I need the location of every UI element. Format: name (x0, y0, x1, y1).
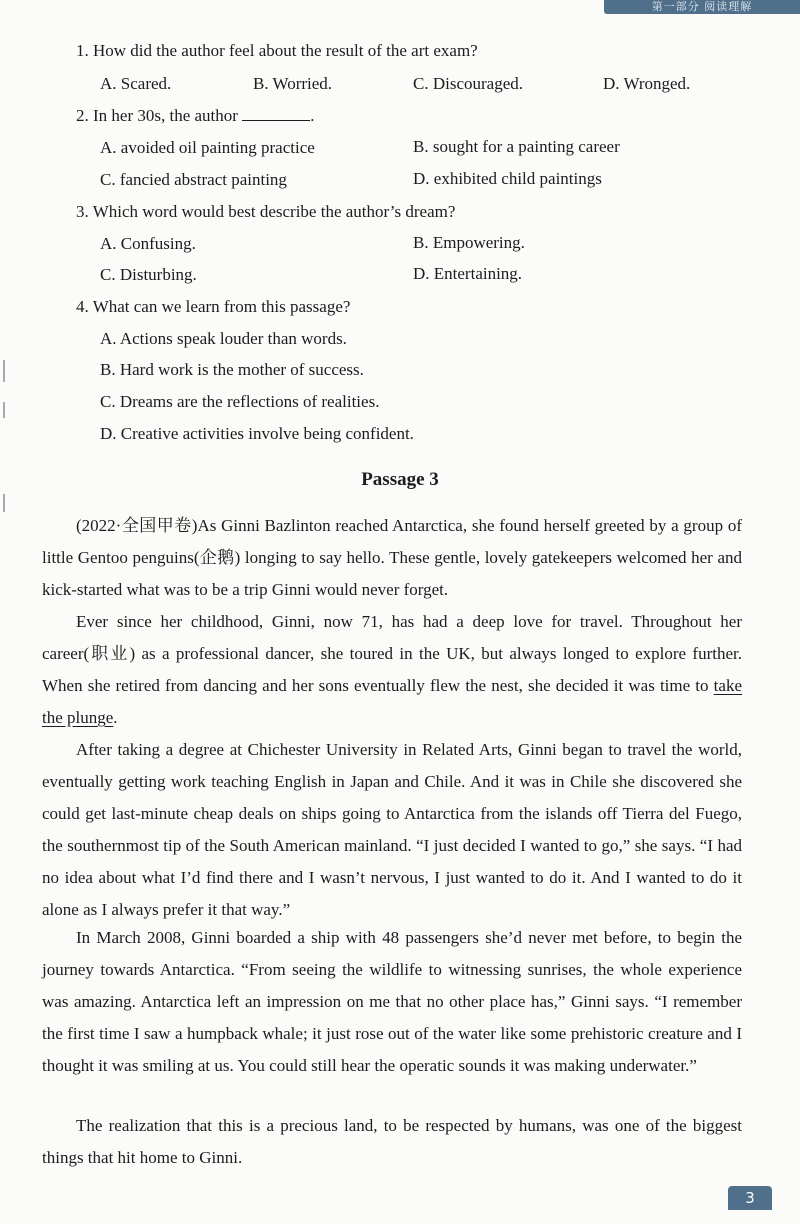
q1-option-d[interactable]: D. Wronged. (603, 74, 691, 93)
paragraph-2-text: Ever since her childhood, Ginni, now 71, has had a deep love for travel. Throughout her career(职业) as a professional dancer, she toured in the UK, but always longed to explore further. When she retired from dancing and her sons eventually flew the nest, she decided it was time to (42, 612, 742, 695)
passage-paragraph-4: In March 2008, Ginni boarded a ship with 48 passengers she’d never met before, to begin the journey towards Antarctica. “From seeing the wildlife to witnessing sunrises, the whole experience was amazing. Antarctica left an impression on me that no other place has,” Ginni says. “I remember the first time I saw a humpback whale; it just rose out of the water like some prehistoric creature and I thought it was smiling at us. You could still hear the operatic sounds it was making underwater.” (42, 928, 742, 1075)
q1-option-a[interactable]: A. Scared. (100, 74, 172, 93)
q2-option-c[interactable]: C. fancied abstract painting (100, 170, 287, 189)
q3-option-c[interactable]: C. Disturbing. (100, 265, 197, 284)
question-4-stem: 4. What can we learn from this passage? (76, 297, 351, 316)
q4-option-c[interactable]: C. Dreams are the reflections of realities. (100, 392, 380, 411)
answer-blank (242, 106, 310, 121)
margin-mark (3, 360, 5, 382)
margin-mark (3, 402, 5, 418)
question-2-stem (76, 106, 314, 126)
margin-mark (3, 494, 5, 512)
q1-option-c[interactable]: C. Discouraged. (413, 74, 524, 93)
q1-option-b[interactable]: B. Worried. (253, 74, 333, 93)
q2-option-d[interactable]: D. exhibited child paintings (413, 169, 602, 188)
paragraph-2-end: . (113, 708, 118, 727)
q2-option-a[interactable]: A. avoided oil painting practice (100, 138, 315, 157)
underlined-phrase: take the plunge (42, 676, 742, 727)
passage-paragraph-2 (42, 606, 742, 734)
passage-paragraph-3: After taking a degree at Chichester University in Related Arts, Ginni began to travel the world, eventually getting work teaching English in Japan and Chile. And it was in Chile she discovered she could get last-minute cheap deals on ships going to Antarctica from the islands off Tierra del Fuego, the southernmost tip of the South American mainland. “I just decided I wanted to go,” she says. “I had no idea about what I’d find there and I wasn’t nervous, I just wanted to do it. And I wanted to do it alone as I always prefer it that way.” (42, 740, 742, 919)
question-3-stem: 3. Which word would best describe the author’s dream? (76, 202, 456, 221)
question-2-stem-end: . (310, 106, 315, 125)
q2-option-b[interactable]: B. sought for a painting career (413, 137, 620, 156)
q4-option-b[interactable]: B. Hard work is the mother of success. (100, 360, 364, 379)
passage-title: Passage 3 (361, 469, 439, 490)
q4-option-a[interactable]: A. Actions speak louder than words. (100, 329, 347, 348)
q3-option-a[interactable]: A. Confusing. (100, 234, 196, 253)
q4-option-d[interactable]: D. Creative activities involve being confident. (100, 424, 414, 443)
q3-option-d[interactable]: D. Entertaining. (413, 264, 523, 283)
passage-paragraph-1: (2022·全国甲卷)As Ginni Bazlinton reached Antarctica, she found herself greeted by a group of little Gentoo penguins(企鹅) longing to say hello. These gentle, lovely gatekeepers welcomed her and kick-started what was to be a trip Ginni would never forget. (42, 516, 742, 599)
question-2-stem-text: 2. In her 30s, the author (76, 106, 238, 125)
passage-paragraph-5: The realization that this is a precious land, to be respected by humans, was one of the biggest things that hit home to Ginni. (42, 1116, 742, 1167)
section-header-tab: 第一部分 阅读理解 (604, 0, 800, 14)
q3-option-b[interactable]: B. Empowering. (413, 233, 525, 252)
page-number: 3 (728, 1186, 772, 1210)
question-1-stem: 1. How did the author feel about the result of the art exam? (76, 41, 478, 60)
